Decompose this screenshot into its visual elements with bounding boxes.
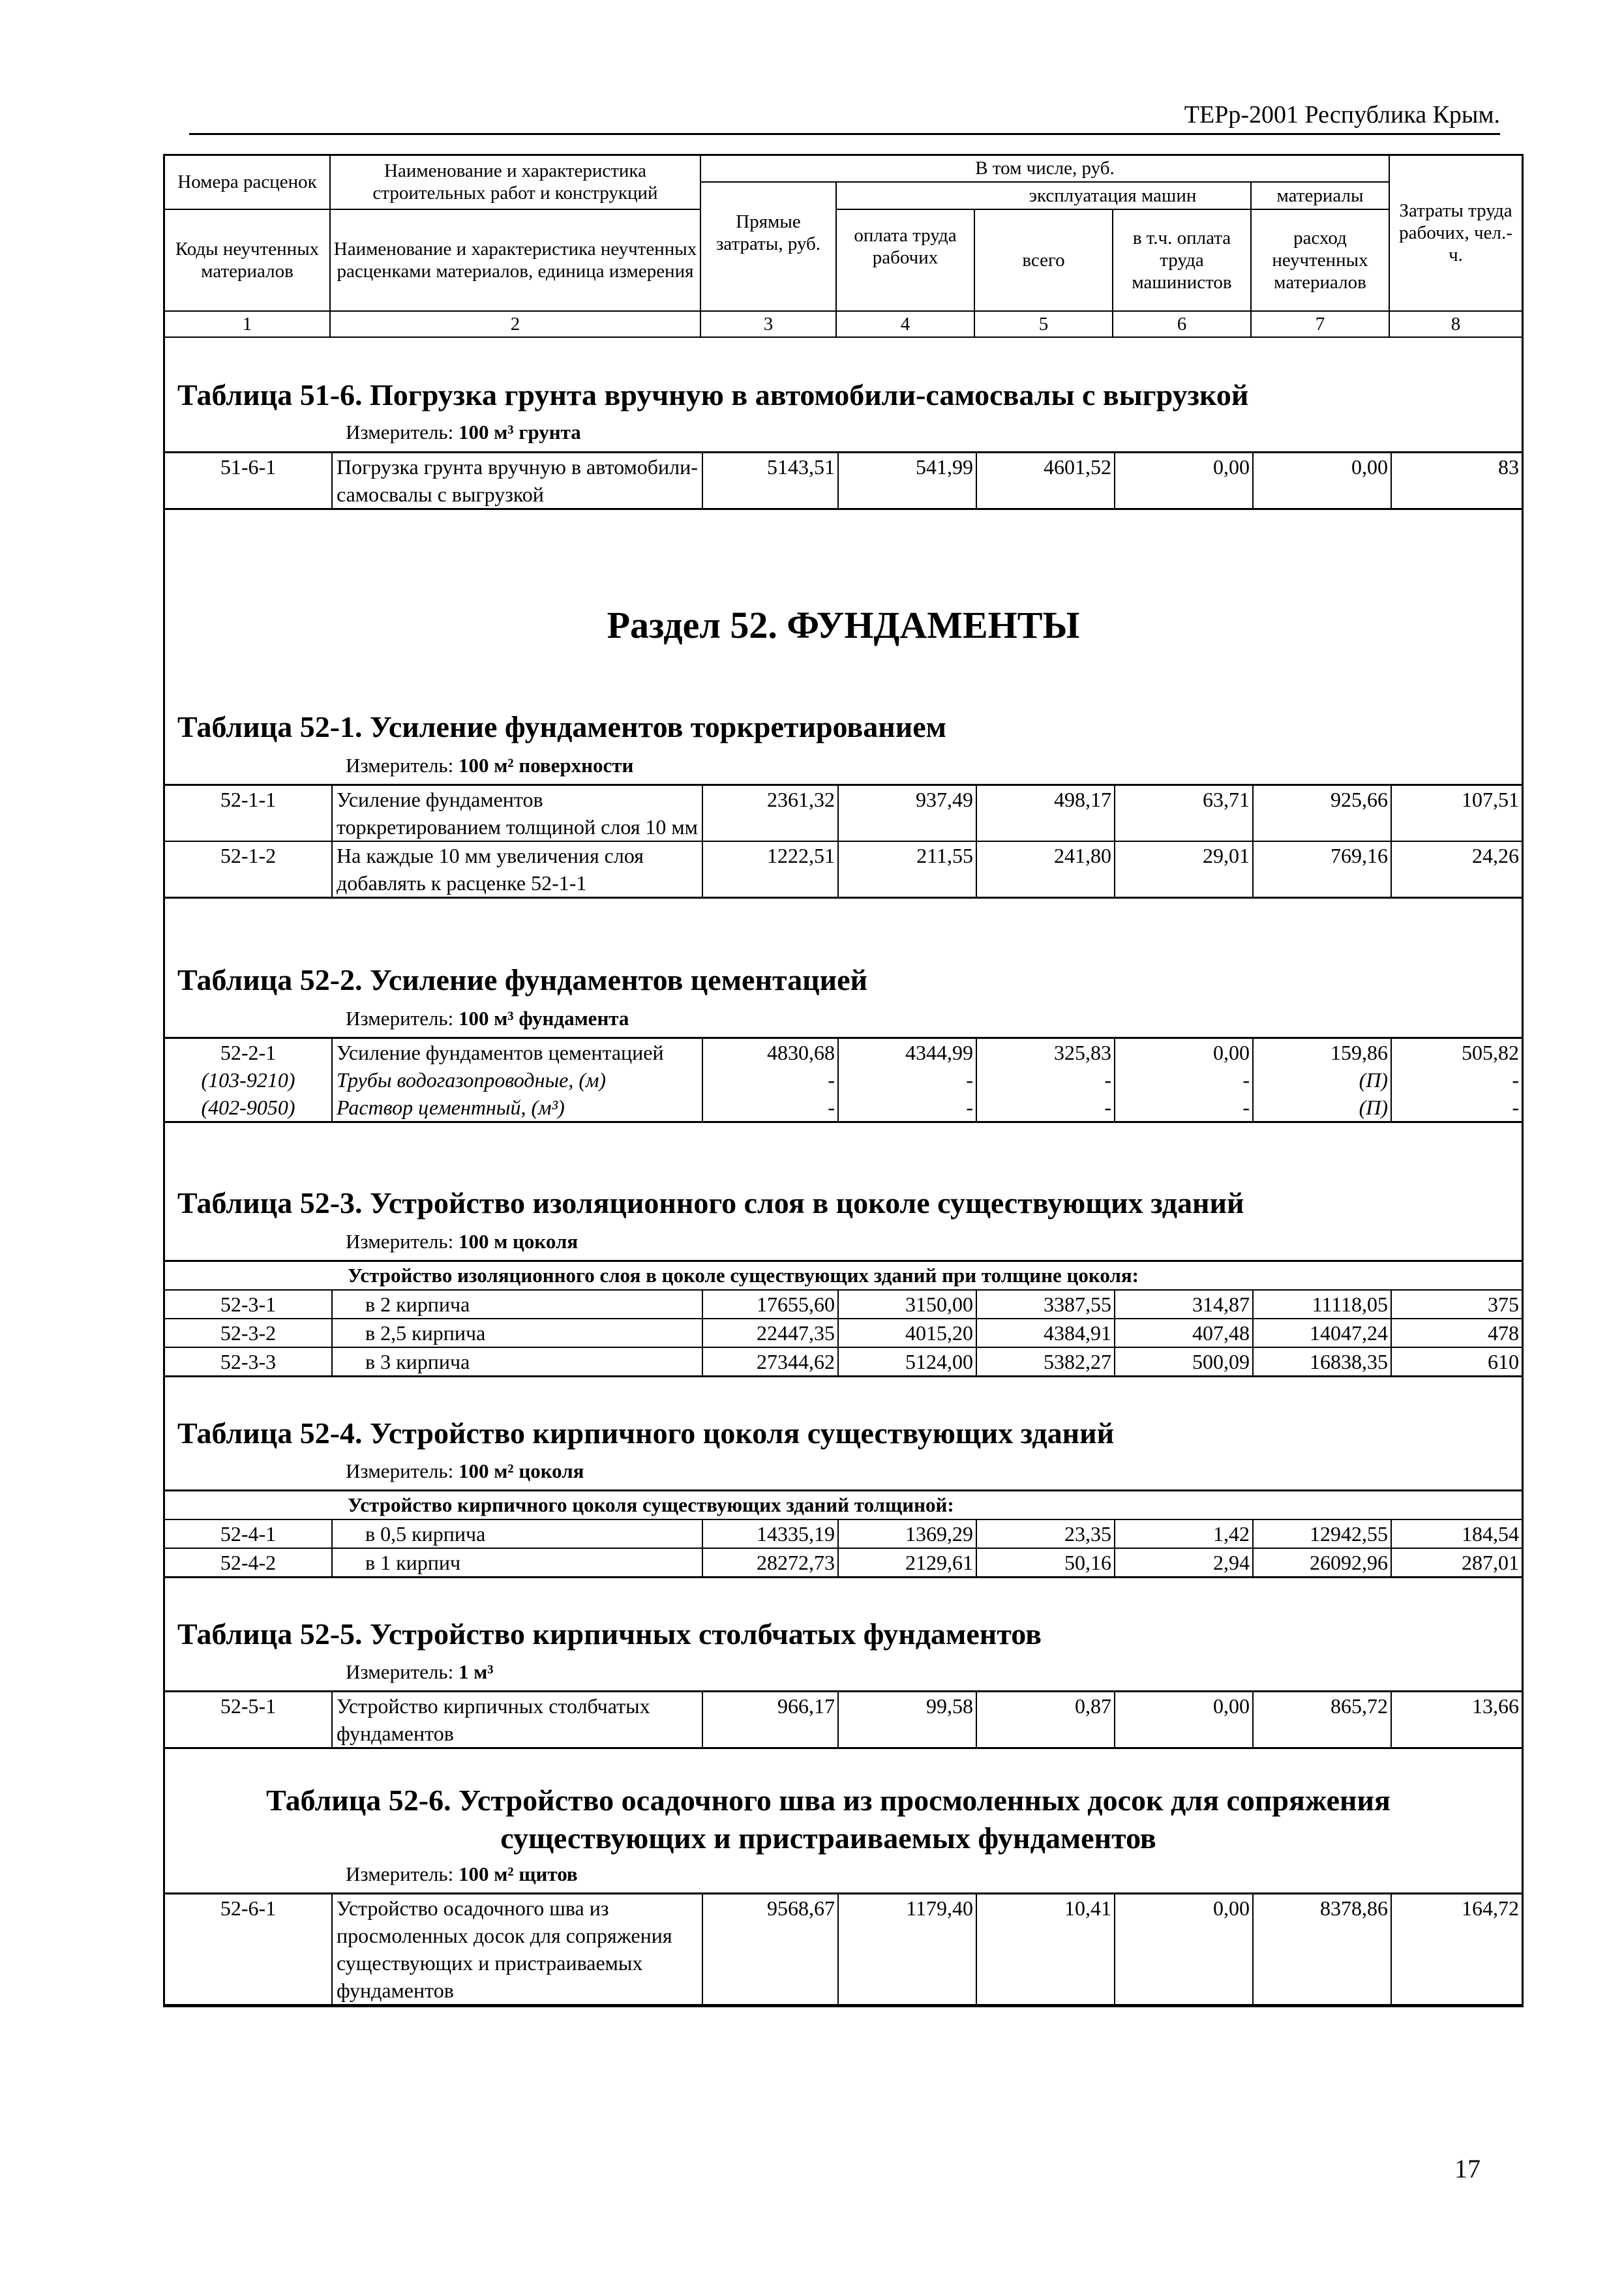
material-name-cell: Трубы водогазопроводные, (м) bbox=[331, 1066, 702, 1094]
machines-total-cell: 50,16 bbox=[976, 1549, 1114, 1576]
materials-cell: 16838,35 bbox=[1252, 1348, 1391, 1375]
machinists-wages-cell: 314,87 bbox=[1114, 1291, 1252, 1318]
table-row bbox=[163, 1549, 1524, 1578]
section-heading: Раздел 52. ФУНДАМЕНТЫ bbox=[607, 604, 1080, 646]
table-title: Таблица 52-5. Устройство кирпичных столбчатых фундаментов bbox=[177, 1617, 1042, 1651]
direct-cost-cell: 17655,60 bbox=[702, 1291, 837, 1318]
materials-cell: (П) bbox=[1252, 1094, 1391, 1121]
code-cell: 52-1-1 bbox=[220, 788, 277, 811]
direct-cost-cell: 22447,35 bbox=[702, 1319, 837, 1347]
materials-cell: 925,66 bbox=[1252, 786, 1391, 841]
name-cell: Погрузка грунта вручную в автомобили-самосвалы с выгрузкой bbox=[331, 453, 702, 508]
wages-cell: 211,55 bbox=[837, 842, 976, 897]
table-title: Таблица 51-6. Погрузка грунта вручную в автомобили-самосвалы с выгрузкой bbox=[177, 378, 1249, 411]
code-cell: 52-1-2 bbox=[220, 844, 277, 867]
header-col8: Затраты труда рабочих, чел.-ч. bbox=[1399, 200, 1512, 266]
direct-cost-cell: - bbox=[702, 1066, 837, 1094]
col-number: 3 bbox=[763, 313, 774, 335]
material-name-cell: Раствор цементный, (м³) bbox=[331, 1094, 702, 1121]
measure: Измеритель: 100 м³ фундамента bbox=[346, 1007, 629, 1030]
name-cell: в 2,5 кирпича bbox=[331, 1319, 702, 1347]
machinists-wages-cell: 1,42 bbox=[1114, 1520, 1252, 1548]
materials-cell: 11118,05 bbox=[1252, 1291, 1391, 1318]
name-cell: На каждые 10 мм увеличения слоя добавлять к расценке 52-1-1 bbox=[331, 842, 702, 897]
measure: Измеритель: 100 м² цоколя bbox=[346, 1459, 584, 1482]
wages-cell: 1369,29 bbox=[837, 1520, 976, 1548]
direct-cost-cell: 9568,67 bbox=[702, 1894, 837, 2004]
table-subheader: Устройство кирпичного цоколя существующих зданий толщиной: bbox=[165, 1491, 1522, 1520]
direct-cost-cell: 27344,62 bbox=[702, 1348, 837, 1375]
table-51-6 bbox=[163, 451, 1524, 510]
header-col1-top: Номера расценок bbox=[177, 171, 317, 192]
table-title: Таблица 52-4. Устройство кирпичного цоколя существующих зданий bbox=[177, 1416, 1115, 1450]
name-cell: в 0,5 кирпича bbox=[331, 1520, 702, 1548]
col-number: 2 bbox=[510, 313, 520, 335]
table-row bbox=[163, 1037, 1524, 1066]
table-title: Таблица 52-1. Усиление фундаментов торкретированием bbox=[177, 710, 946, 743]
wages-cell: 1179,40 bbox=[837, 1894, 976, 2004]
materials-cell: 26092,96 bbox=[1252, 1549, 1391, 1576]
wages-cell: 4344,99 bbox=[837, 1039, 976, 1066]
material-row bbox=[163, 1094, 1524, 1123]
wages-cell: 937,49 bbox=[837, 786, 976, 841]
table-52-3 bbox=[163, 1260, 1524, 1377]
materials-cell: 865,72 bbox=[1252, 1692, 1391, 1747]
header-materials: материалы bbox=[1276, 185, 1364, 206]
machines-total-cell: 0,87 bbox=[976, 1692, 1114, 1747]
name-cell: в 1 кирпич bbox=[331, 1549, 702, 1576]
direct-cost-cell: 1222,51 bbox=[702, 842, 837, 897]
table-row bbox=[163, 842, 1524, 899]
labor-cell: - bbox=[1391, 1094, 1522, 1121]
machinists-wages-cell: 0,00 bbox=[1114, 453, 1252, 508]
machinists-wages-cell: 29,01 bbox=[1114, 842, 1252, 897]
wages-cell: 2129,61 bbox=[837, 1549, 976, 1576]
code-cell: 52-4-2 bbox=[220, 1551, 277, 1574]
table-row bbox=[163, 1348, 1524, 1377]
wages-cell: 541,99 bbox=[837, 453, 976, 508]
code-cell: 52-4-1 bbox=[220, 1522, 277, 1546]
table-row bbox=[163, 1319, 1524, 1348]
direct-cost-cell: 966,17 bbox=[702, 1692, 837, 1747]
direct-cost-cell: 2361,32 bbox=[702, 786, 837, 841]
machines-total-cell: - bbox=[976, 1094, 1114, 1121]
machines-total-cell: 10,41 bbox=[976, 1894, 1114, 2004]
wages-cell: 99,58 bbox=[837, 1692, 976, 1747]
direct-cost-cell: - bbox=[702, 1094, 837, 1121]
machines-total-cell: 5382,27 bbox=[976, 1348, 1114, 1375]
machinists-wages-cell: - bbox=[1114, 1066, 1252, 1094]
table-52-4 bbox=[163, 1489, 1524, 1578]
wages-cell: - bbox=[837, 1094, 976, 1121]
measure: Измеритель: 100 м² щитов bbox=[346, 1863, 578, 1885]
materials-cell: 769,16 bbox=[1252, 842, 1391, 897]
col-number: 8 bbox=[1451, 313, 1461, 335]
measure: Измеритель: 1 м³ bbox=[346, 1660, 494, 1683]
header-machines: эксплуатация машин bbox=[1029, 185, 1197, 206]
code-cell: 52-3-2 bbox=[220, 1321, 277, 1345]
table-52-5 bbox=[163, 1690, 1524, 1749]
machinists-wages-cell: 500,09 bbox=[1114, 1348, 1252, 1375]
header-col7: расход неучтенных материалов bbox=[1272, 227, 1368, 293]
col-number: 4 bbox=[900, 313, 910, 335]
machinists-wages-cell: - bbox=[1114, 1094, 1252, 1121]
machinists-wages-cell: 0,00 bbox=[1114, 1039, 1252, 1066]
direct-cost-cell: 5143,51 bbox=[702, 453, 837, 508]
table-row bbox=[163, 1291, 1524, 1319]
materials-cell: (П) bbox=[1252, 1066, 1391, 1094]
name-cell: в 2 кирпича bbox=[331, 1291, 702, 1318]
header-col1-bottom: Коды неучтенных материалов bbox=[175, 238, 320, 282]
materials-cell: 8378,86 bbox=[1252, 1894, 1391, 2004]
name-cell: Устройство кирпичных столбчатых фундаментов bbox=[331, 1692, 702, 1747]
labor-cell: 610 bbox=[1391, 1348, 1522, 1375]
machines-total-cell: 241,80 bbox=[976, 842, 1114, 897]
table-subheader-row bbox=[163, 1489, 1524, 1520]
labor-cell: 83 bbox=[1391, 453, 1522, 508]
material-code-cell: (402-9050) bbox=[201, 1096, 295, 1119]
code-cell: 52-6-1 bbox=[220, 1896, 277, 1920]
material-code-cell: (103-9210) bbox=[201, 1068, 295, 1092]
table-title: Таблица 52-2. Усиление фундаментов цементацией bbox=[177, 963, 868, 996]
table-52-1 bbox=[163, 784, 1524, 899]
direct-cost-cell: 28272,73 bbox=[702, 1549, 837, 1576]
measure: Измеритель: 100 м³ грунта bbox=[346, 421, 581, 443]
code-cell: 52-2-1 bbox=[220, 1041, 277, 1064]
material-row bbox=[163, 1066, 1524, 1094]
table-row bbox=[163, 784, 1524, 842]
name-cell: Усиление фундаментов торкретированием толщиной слоя 10 мм bbox=[331, 786, 702, 841]
wages-cell: 5124,00 bbox=[837, 1348, 976, 1375]
labor-cell: 24,26 bbox=[1391, 842, 1522, 897]
machinists-wages-cell: 0,00 bbox=[1114, 1894, 1252, 2004]
header-col3: Прямые затраты, руб. bbox=[715, 211, 821, 254]
table-subheader-row bbox=[163, 1260, 1524, 1291]
table-title: Таблица 52-3. Устройство изоляционного слоя в цоколе существующих зданий bbox=[177, 1186, 1244, 1219]
labor-cell: 107,51 bbox=[1391, 786, 1522, 841]
col-number: 5 bbox=[1038, 313, 1049, 335]
machines-total-cell: 4601,52 bbox=[976, 453, 1114, 508]
machines-total-cell: 4384,91 bbox=[976, 1319, 1114, 1347]
measure: Измеритель: 100 м² поверхности bbox=[346, 754, 634, 777]
name-cell: в 3 кирпича bbox=[331, 1348, 702, 1375]
code-cell: 52-3-1 bbox=[220, 1293, 277, 1316]
page-number: 17 bbox=[1454, 2154, 1481, 2183]
table-52-2 bbox=[163, 1037, 1524, 1123]
measure: Измеритель: 100 м цоколя bbox=[346, 1230, 579, 1253]
labor-cell: 478 bbox=[1391, 1319, 1522, 1347]
wages-cell: - bbox=[837, 1066, 976, 1094]
name-cell: Усиление фундаментов цементацией bbox=[331, 1039, 702, 1066]
code-cell: 52-3-3 bbox=[220, 1350, 277, 1373]
materials-cell: 159,86 bbox=[1252, 1039, 1391, 1066]
materials-cell: 12942,55 bbox=[1252, 1520, 1391, 1548]
labor-cell: 375 bbox=[1391, 1291, 1522, 1318]
labor-cell: 287,01 bbox=[1391, 1549, 1522, 1576]
direct-cost-cell: 14335,19 bbox=[702, 1520, 837, 1548]
table-row bbox=[163, 1520, 1524, 1549]
col-number: 7 bbox=[1315, 313, 1325, 335]
code-cell: 51-6-1 bbox=[220, 455, 277, 479]
table-row bbox=[163, 1690, 1524, 1749]
name-cell: Устройство осадочного шва из просмоленных досок для сопряжения существующих и пристраиваемых фундаментов bbox=[331, 1894, 702, 2004]
materials-cell: 14047,24 bbox=[1252, 1319, 1391, 1347]
header-col4: оплата труда рабочих bbox=[854, 224, 957, 268]
direct-cost-cell: 4830,68 bbox=[702, 1039, 837, 1066]
col-number: 1 bbox=[242, 313, 252, 335]
header-col2-top: Наименование и характеристика строительных работ и конструкций bbox=[372, 160, 658, 203]
table-title: Таблица 52-6. Устройство осадочного шва из просмоленных досок для сопряжения существующих и пристраиваемых фундаментов bbox=[266, 1784, 1391, 1855]
machines-total-cell: 3387,55 bbox=[976, 1291, 1114, 1318]
machinists-wages-cell: 63,71 bbox=[1114, 786, 1252, 841]
header-col6: в т.ч. оплата труда машинистов bbox=[1132, 227, 1232, 293]
machines-total-cell: 325,83 bbox=[976, 1039, 1114, 1066]
machinists-wages-cell: 0,00 bbox=[1114, 1692, 1252, 1747]
header-col5: всего bbox=[1022, 249, 1065, 271]
code-cell: 52-5-1 bbox=[220, 1694, 277, 1718]
labor-cell: 184,54 bbox=[1391, 1520, 1522, 1548]
wages-cell: 3150,00 bbox=[837, 1291, 976, 1318]
labor-cell: 164,72 bbox=[1391, 1894, 1522, 2004]
machinists-wages-cell: 2,94 bbox=[1114, 1549, 1252, 1576]
document-header: ТЕРр-2001 Республика Крым. bbox=[189, 97, 1500, 135]
labor-cell: 505,82 bbox=[1391, 1039, 1522, 1066]
table-52-6 bbox=[163, 1893, 1524, 2006]
machinists-wages-cell: 407,48 bbox=[1114, 1319, 1252, 1347]
machines-total-cell: - bbox=[976, 1066, 1114, 1094]
labor-cell: 13,66 bbox=[1391, 1692, 1522, 1747]
table-subheader: Устройство изоляционного слоя в цоколе существующих зданий при толщине цоколя: bbox=[165, 1262, 1522, 1291]
table-row bbox=[163, 1893, 1524, 2006]
col-number: 6 bbox=[1177, 313, 1187, 335]
materials-cell: 0,00 bbox=[1252, 453, 1391, 508]
header-col2-bottom: Наименование и характеристика неучтенных расценками материалов, единица измерения bbox=[333, 238, 697, 282]
wages-cell: 4015,20 bbox=[837, 1319, 976, 1347]
table-row bbox=[163, 451, 1524, 510]
header-including: В том числе, руб. bbox=[975, 157, 1115, 179]
labor-cell: - bbox=[1391, 1066, 1522, 1094]
machines-total-cell: 498,17 bbox=[976, 786, 1114, 841]
machines-total-cell: 23,35 bbox=[976, 1520, 1114, 1548]
